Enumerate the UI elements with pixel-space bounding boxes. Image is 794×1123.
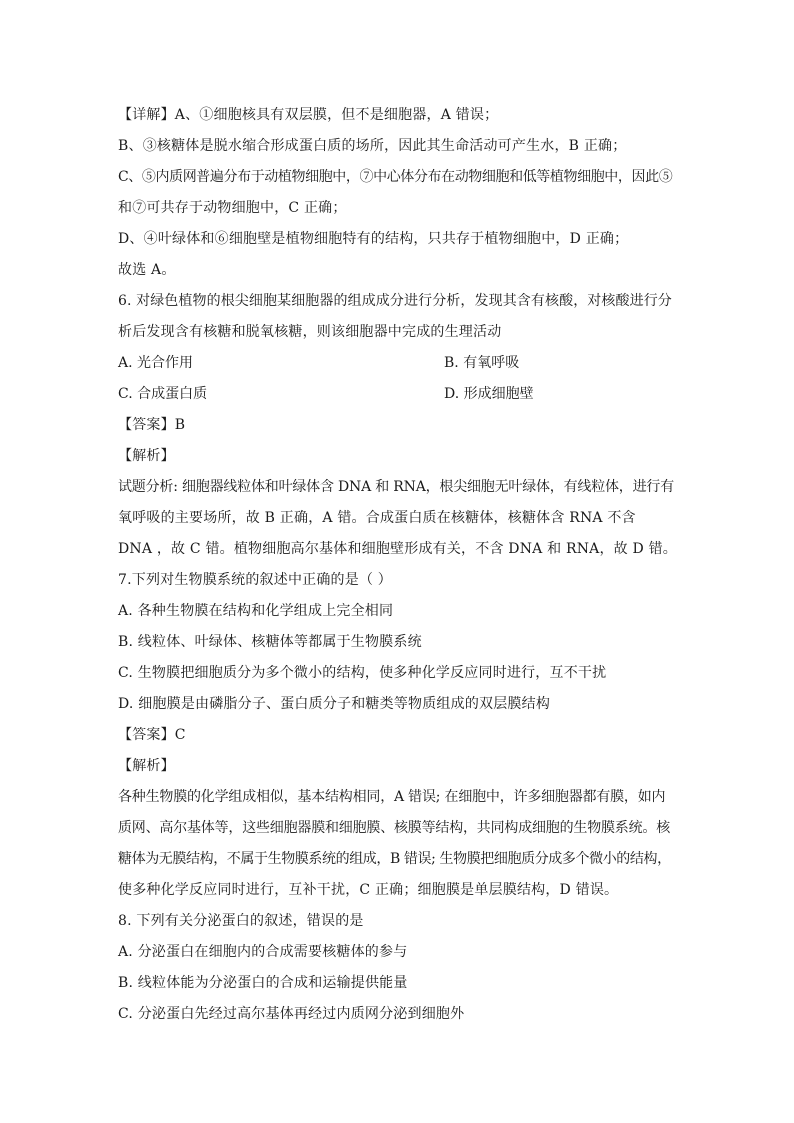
q6-option-d: D. 形成细胞壁 [444, 386, 534, 402]
q5-detail-line-3: C、⑤内质网普遍分布于动植物细胞中，⑦中心体分布在动物细胞和低等植物细胞中，因此⑤ [118, 169, 673, 185]
q6-analysis-line-1: 试题分析: 细胞器线粒体和叶绿体含 DNA 和 RNA，根尖细胞无叶绿体，有线粒体，进行有 [118, 479, 675, 495]
q7-stem: 7.下列对生物膜系统的叙述中正确的是（ ） [118, 572, 393, 588]
q6-answer: 【答案】B [118, 417, 186, 433]
q5-detail-line-2: B、③核糖体是脱水缩合形成蛋白质的场所，因此其生命活动可产生水，B 正确； [118, 138, 627, 154]
q5-detail-line-1: 【详解】A、①细胞核具有双层膜，但不是细胞器，A 错误； [118, 107, 499, 123]
q7-answer: 【答案】C [118, 727, 186, 743]
q7-analysis-line-2: 质网、高尔基体等，这些细胞器膜和细胞膜、核膜等结构，共同构成细胞的生物膜系统。核 [118, 820, 670, 836]
q6-analysis-line-3: DNA ，故 C 错。植物细胞高尔基体和细胞壁形成有关，不含 DNA 和 RNA，故 D 错。 [118, 541, 678, 557]
q6-option-a: A. 光合作用 [118, 355, 194, 371]
q6-option-c: C. 合成蛋白质 [118, 386, 208, 402]
q7-option-c: C. 生物膜把细胞质分为多个微小的结构，使多种化学反应同时进行，互不干扰 [118, 665, 607, 681]
document-page [118, 100, 678, 1030]
q6-options-row-2 [118, 379, 678, 410]
q5-detail-line-6: 故选 A。 [118, 262, 176, 278]
q7-option-a: A. 各种生物膜在结构和化学组成上完全相同 [118, 603, 394, 619]
q6-stem-line-1: 6. 对绿色植物的根尖细胞某细胞器的组成成分进行分析，发现其含有核酸，对核酸进行分 [118, 293, 672, 309]
q8-option-b: B. 线粒体能为分泌蛋白的合成和运输提供能量 [118, 975, 408, 991]
q8-option-a: A. 分泌蛋白在细胞内的合成需要核糖体的参与 [118, 944, 408, 960]
q7-option-d: D. 细胞膜是由磷脂分子、蛋白质分子和糖类等物质组成的双层膜结构 [118, 696, 551, 712]
q6-option-b: B. 有氧呼吸 [444, 355, 520, 371]
q7-analysis-line-3: 糖体为无膜结构，不属于生物膜系统的组成，B 错误; 生物膜把细胞质分成多个微小的结构， [118, 851, 671, 867]
q7-analysis-label: 【解析】 [118, 758, 175, 774]
q6-stem-line-2: 析后发现含有核糖和脱氧核糖，则该细胞器中完成的生理活动 [118, 324, 502, 340]
q5-detail-line-5: D、④叶绿体和⑥细胞壁是植物细胞特有的结构，只共存于植物细胞中，D 正确； [118, 231, 629, 247]
q7-analysis-line-4: 使多种化学反应同时进行，互补干扰，C 正确；细胞膜是单层膜结构，D 错误。 [118, 882, 619, 898]
q6-options-row-1 [118, 348, 678, 379]
q7-option-b: B. 线粒体、叶绿体、核糖体等都属于生物膜系统 [118, 634, 422, 650]
q7-analysis-line-1: 各种生物膜的化学组成相似，基本结构相同，A 错误; 在细胞中，许多细胞器都有膜，如内 [118, 789, 666, 805]
q5-detail-line-4: 和⑦可共存于动物细胞中，C 正确； [118, 200, 347, 216]
q8-stem: 8. 下列有关分泌蛋白的叙述，错误的是 [118, 913, 364, 929]
q8-option-c: C. 分泌蛋白先经过高尔基体再经过内质网分泌到细胞外 [118, 1006, 465, 1022]
q6-analysis-line-2: 氧呼吸的主要场所，故 B 正确，A 错。合成蛋白质在核糖体，核糖体含 RNA 不含 [118, 510, 636, 526]
q6-analysis-label: 【解析】 [118, 448, 175, 464]
